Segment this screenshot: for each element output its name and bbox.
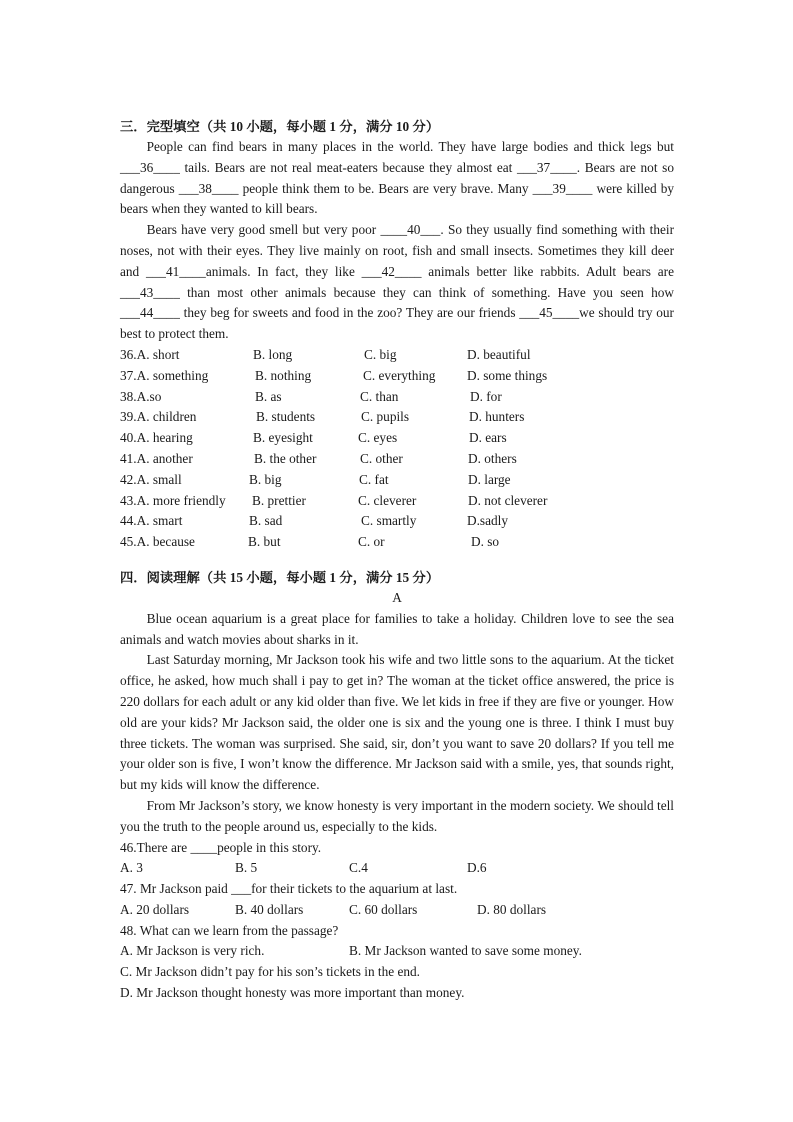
option-d: D.sadly xyxy=(467,513,508,529)
question-47-stem: 47. Mr Jackson paid ___for their tickets to the aquarium at last. xyxy=(120,881,458,897)
option-a: 44.A. smart xyxy=(120,513,183,529)
option-row-44 xyxy=(120,511,674,532)
section-spacer xyxy=(120,553,674,567)
option-c: C. than xyxy=(360,388,399,404)
reading-paragraph-2: Last Saturday morning, Mr Jackson took his wife and two little sons to the aquarium. At the ticket office, he asked, how much shall i pay to get in? The woman at the ticket office answered, the price is 220 dollars for each adult or any kid older than five. We let kids in free if they are five or younger. How old are your kids? Mr Jackson said, the older one is six and the young one is three. I think I must buy three tickets. The woman was surprised. She said, sir, don’t you want to save 20 dollars? If you tell me your older son is five, I won’t know the difference. Mr Jackson said with a smile, yes, that sounds right, but my kids will know the difference. xyxy=(120,652,674,793)
question-46-stem: 46.There are ____people in this story. xyxy=(120,839,322,855)
option-c: C. cleverer xyxy=(358,492,417,508)
option-d: D. large xyxy=(468,471,511,487)
option-a: 40.A. hearing xyxy=(120,430,193,446)
reading-paragraph-3: From Mr Jackson’s story, we know honesty is very important in the modern society. We should tell you the truth to the people around us, especially to the kids. xyxy=(120,797,674,834)
option-a: A. 3 xyxy=(120,860,143,876)
option-a: 39.A. children xyxy=(120,409,197,425)
option-b: B. nothing xyxy=(255,367,312,383)
option-a: 45.A. because xyxy=(120,534,195,550)
option-b: B. sad xyxy=(249,513,283,529)
option-row-41 xyxy=(120,449,674,470)
option-row-39 xyxy=(120,407,674,428)
option-c: C. other xyxy=(360,450,403,466)
option-b: B. but xyxy=(248,534,281,550)
section4-heading: 四．阅读理解（共 15 小题，每小题 1 分，满分 15 分） xyxy=(120,569,440,585)
section3-heading: 三．完型填空（共 10 小题，每小题 1 分，满分 10 分） xyxy=(120,119,440,134)
option-c: C. or xyxy=(358,534,385,550)
option-a: 43.A. more friendly xyxy=(120,492,226,508)
option-d: D. for xyxy=(470,388,502,404)
option-c: C. smartly xyxy=(361,513,417,529)
option-row-43 xyxy=(120,491,674,512)
option-a: 37.A. something xyxy=(120,367,209,383)
option-d: D. beautiful xyxy=(467,346,531,362)
option-row-45 xyxy=(120,532,674,553)
option-d: D.6 xyxy=(467,860,487,876)
option-b: B. as xyxy=(255,388,282,404)
option-b: B. 5 xyxy=(235,860,258,876)
option-c: C. 60 dollars xyxy=(349,901,418,917)
question-46-options xyxy=(120,858,674,879)
reading-paragraph-1: Blue ocean aquarium is a great place for families to take a holiday. Children love to see the sea animals and watch movies about sharks in it. xyxy=(120,610,674,647)
question-48-options-ab xyxy=(120,941,674,962)
option-d: D. so xyxy=(471,534,500,550)
question-47-options xyxy=(120,900,674,921)
option-b: B. Mr Jackson wanted to save some money. xyxy=(349,943,582,959)
option-b: B. prettier xyxy=(252,492,306,508)
option-row-36 xyxy=(120,345,674,366)
option-b: B. big xyxy=(249,471,282,487)
option-b: B. eyesight xyxy=(253,430,313,446)
option-b: B. students xyxy=(256,409,316,425)
option-d: D. not cleverer xyxy=(468,492,548,508)
option-b: B. 40 dollars xyxy=(235,901,304,917)
question-48-stem: 48. What can we learn from the passage? xyxy=(120,922,339,938)
option-b: B. the other xyxy=(254,450,317,466)
option-c: C. big xyxy=(364,346,397,362)
option-d: D. 80 dollars xyxy=(477,901,547,917)
option-row-37 xyxy=(120,366,674,387)
option-c: C. Mr Jackson didn’t pay for his son’s tickets in the end. xyxy=(120,964,421,980)
option-c: C. everything xyxy=(363,367,436,383)
option-row-40 xyxy=(120,428,674,449)
option-d: D. some things xyxy=(467,367,548,383)
option-d: D. ears xyxy=(469,430,507,446)
option-a: A. 20 dollars xyxy=(120,901,190,917)
option-a: 38.A.so xyxy=(120,388,162,404)
cloze-paragraph-2: Bears have very good smell but very poor ____40___. So they usually find something with their noses, not with their eyes. They live mainly on root, fish and small insects. Sometimes they kill deer and ___41____animals. In fact, they like ___42____ animals better like rabbits. Adult bears are ___43____ than most other animals because they can think of something. Have you seen how ___44____ they beg for sweets and food in the zoo? They are our friends ___45____we should try our best to protect them. xyxy=(120,222,674,342)
option-a: 42.A. small xyxy=(120,471,182,487)
option-b: B. long xyxy=(253,346,293,362)
option-a: 36.A. short xyxy=(120,346,180,362)
option-c: C. fat xyxy=(359,471,389,487)
option-d: D. others xyxy=(468,450,517,466)
option-c: C. eyes xyxy=(358,430,398,446)
passage-label: A xyxy=(392,589,402,605)
option-c: C. pupils xyxy=(361,409,410,425)
option-a: A. Mr Jackson is very rich. xyxy=(120,943,265,959)
option-row-38 xyxy=(120,387,674,408)
option-d: D. Mr Jackson thought honesty was more important than money. xyxy=(120,985,465,1001)
cloze-options xyxy=(120,345,674,553)
option-row-42 xyxy=(120,470,674,491)
option-c: C.4 xyxy=(349,860,368,876)
page-content xyxy=(120,116,674,1004)
option-d: D. hunters xyxy=(469,409,525,425)
cloze-paragraph-1: People can find bears in many places in the world. They have large bodies and thick legs but ___36____ tails. Bears are not real meat-eaters because they almost eat ___37____. Bears are not so dangerous ___38____ people think them to be. Bears are very brave. Many ___39____ were killed by bears when they wanted to kill bears. xyxy=(120,139,674,217)
option-a: 41.A. another xyxy=(120,450,193,466)
